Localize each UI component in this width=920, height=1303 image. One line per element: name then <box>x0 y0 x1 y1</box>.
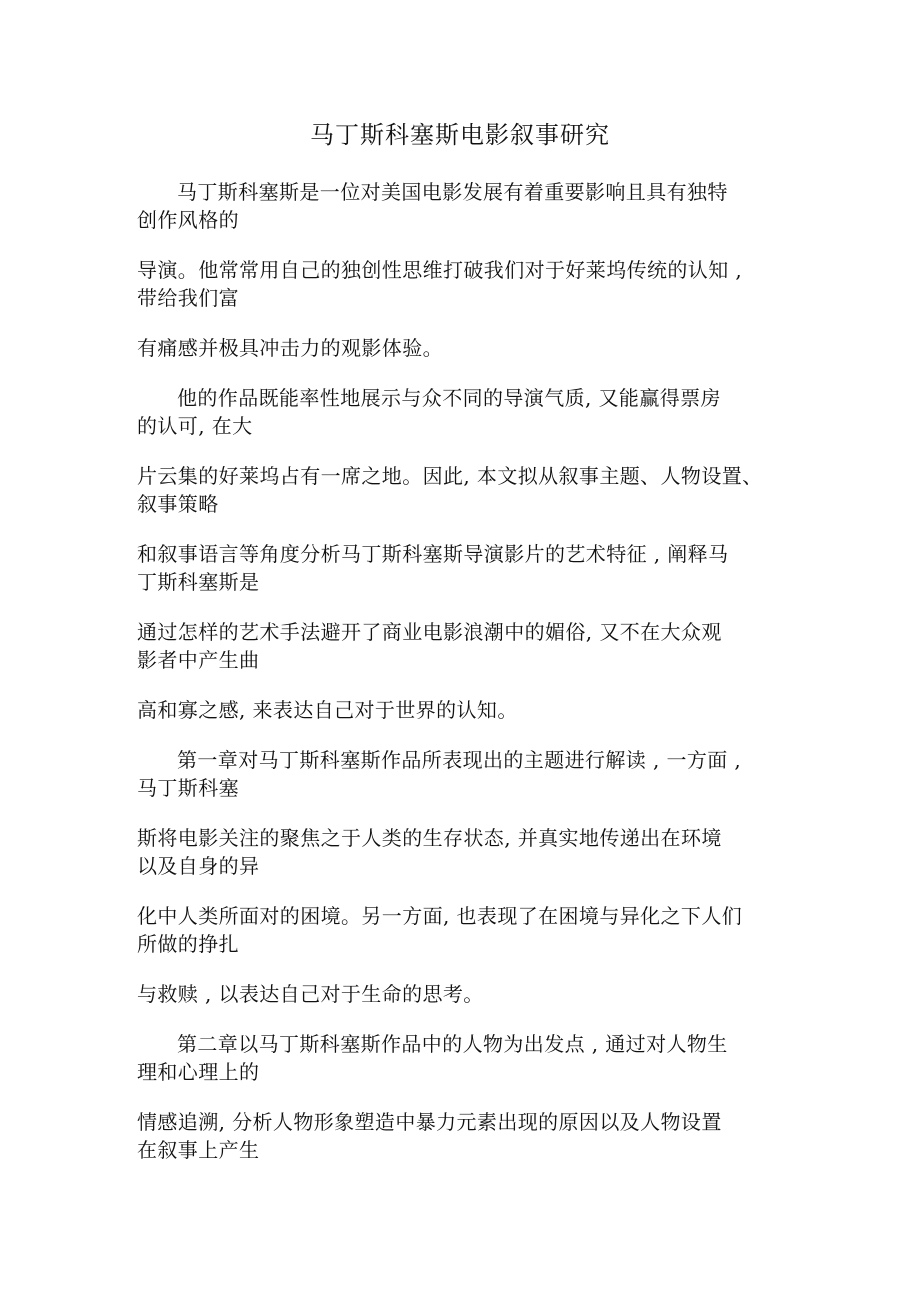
text-line: 的认可, 在大 <box>137 414 253 438</box>
document-title: 马丁斯科塞斯电影叙事研究 <box>310 121 610 149</box>
text-line: 马丁斯科塞斯是一位对美国电影发展有着重要影响且具有独特 <box>177 180 728 204</box>
text-line: 创作风格的 <box>137 208 239 232</box>
text-line: 与救赎 , 以表达自己对于生命的思考。 <box>137 982 484 1006</box>
text-line: 所做的挣扎 <box>137 932 239 956</box>
text-line: 斯将电影关注的聚焦之于人类的生存状态, 并真实地传递出在环境 <box>137 826 722 850</box>
text-line: 通过怎样的艺术手法避开了商业电影浪潮中的媚俗, 又不在大众观 <box>137 620 722 644</box>
text-line: 和叙事语言等角度分析马丁斯科塞斯导演影片的艺术特征 , 阐释马 <box>137 542 729 566</box>
text-line: 在叙事上产生 <box>137 1138 260 1162</box>
text-line: 以及自身的异 <box>137 854 260 878</box>
text-line: 带给我们富 <box>137 286 239 310</box>
text-line: 高和寡之感, 来表达自己对于世界的认知。 <box>137 698 518 722</box>
text-line: 马丁斯科塞 <box>137 776 239 800</box>
text-line: 第二章以马丁斯科塞斯作品中的人物为出发点 , 通过对人物生 <box>177 1032 728 1056</box>
text-line: 化中人类所面对的困境。另一方面, 也表现了在困境与异化之下人们 <box>137 904 743 928</box>
text-line: 导演。他常常用自己的独创性思维打破我们对于好莱坞传统的认知 , <box>137 258 743 282</box>
text-line: 叙事策略 <box>137 492 219 516</box>
text-line: 丁斯科塞斯是 <box>137 570 260 594</box>
text-line: 影者中产生曲 <box>137 648 260 672</box>
text-line: 片云集的好莱坞占有一席之地。因此, 本文拟从叙事主题、人物设置、 <box>137 464 763 488</box>
text-line: 理和心理上的 <box>137 1060 260 1084</box>
text-line: 有痛感并极具冲击力的观影体验。 <box>137 336 443 360</box>
text-line: 情感追溯, 分析人物形象塑造中暴力元素出现的原因以及人物设置 <box>137 1110 722 1134</box>
text-line: 他的作品既能率性地展示与众不同的导演气质, 又能赢得票房 <box>177 386 721 410</box>
text-line: 第一章对马丁斯科塞斯作品所表现出的主题进行解读 , 一方面 , <box>177 748 742 772</box>
